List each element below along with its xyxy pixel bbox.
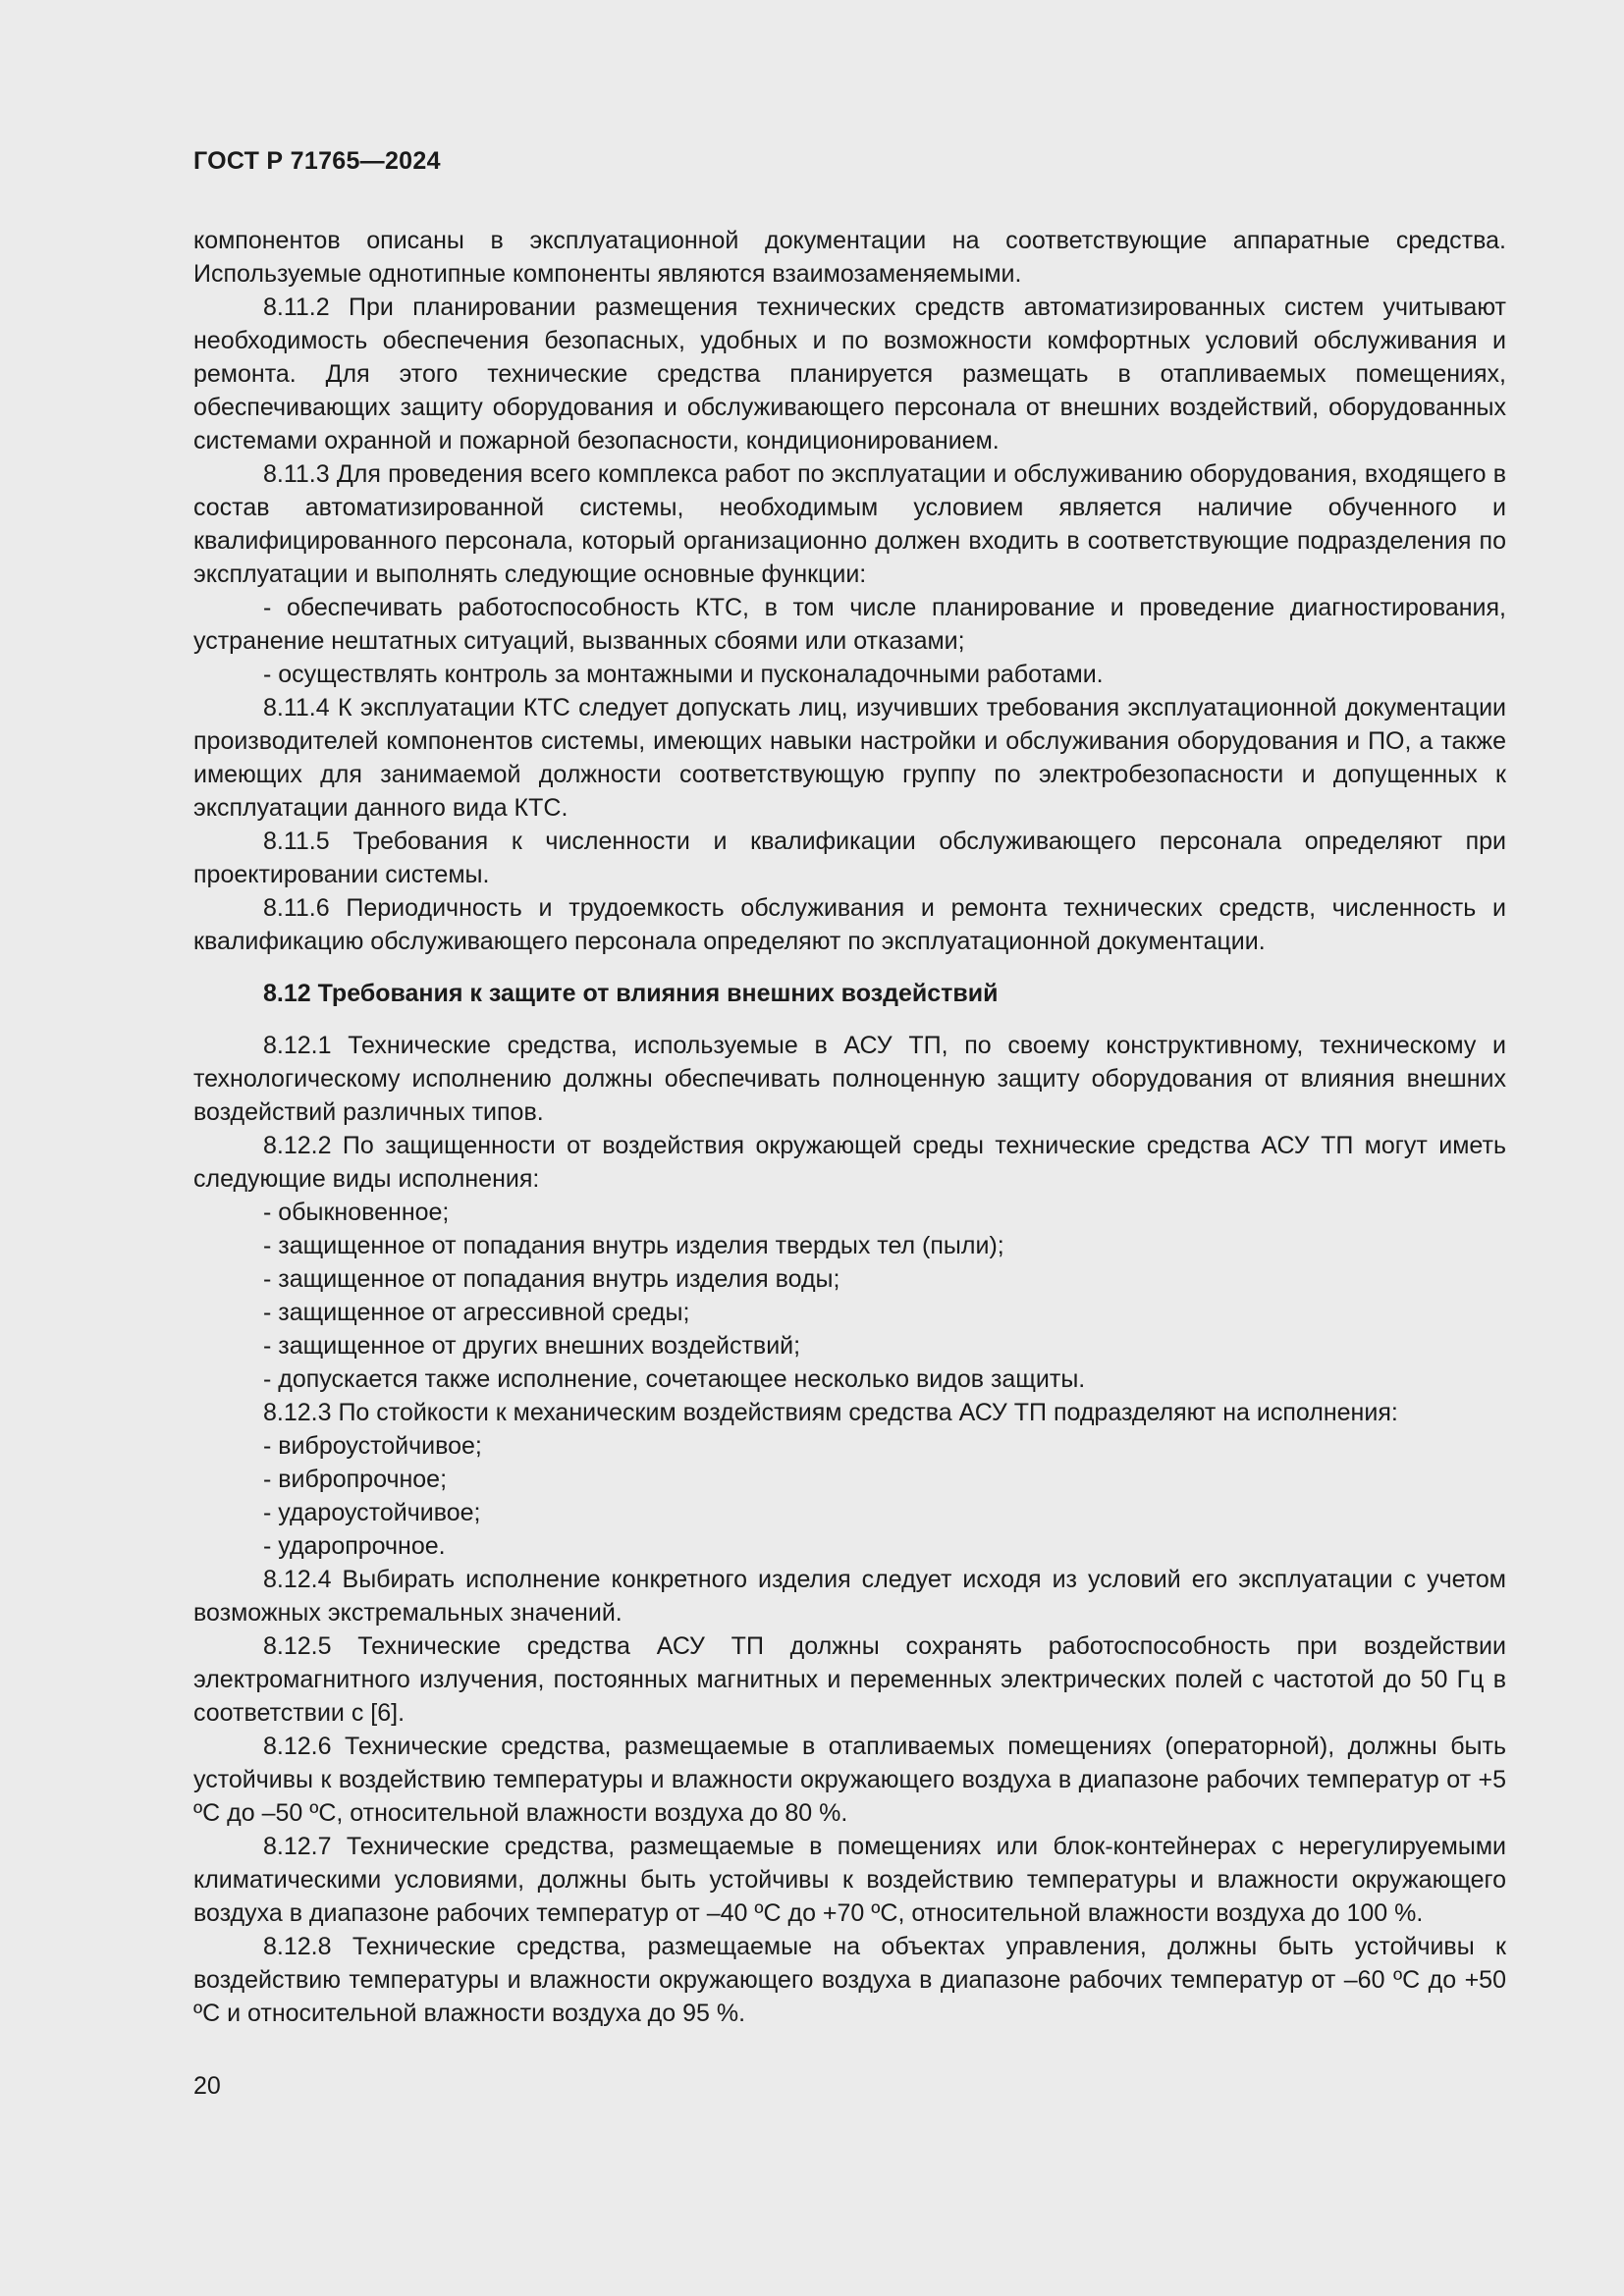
list-item-functions-2: - осуществлять контроль за монтажными и пусконаладочными работами. bbox=[263, 661, 1104, 688]
paragraph-continuation: компонентов описаны в эксплуатационной документации на соответствующие аппаратные средства. Используемые однотипные компоненты являются взаимозаменяемыми. bbox=[193, 227, 1506, 288]
document-code-header: ГОСТ Р 71765—2024 bbox=[193, 147, 441, 175]
list-item-protection: - защищенное от попадания внутрь изделия воды; bbox=[263, 1265, 840, 1293]
list-item-protection: - защищенное от попадания внутрь изделия твердых тел (пыли); bbox=[263, 1232, 1004, 1259]
list-item-protection: - защищенное от агрессивной среды; bbox=[263, 1299, 690, 1326]
paragraph-8-12-2: 8.12.2 По защищенности от воздействия окружающей среды технические средства АСУ ТП могут иметь следующие виды исполнения: bbox=[193, 1132, 1506, 1193]
list-item-mechanical: - виброустойчивое; bbox=[263, 1432, 482, 1460]
list-item-functions-1: - обеспечивать работоспособность КТС, в том числе планирование и проведение диагностирования, устранение нештатных ситуаций, вызванных сбоями или отказами; bbox=[193, 594, 1506, 655]
page-number: 20 bbox=[193, 2072, 221, 2100]
list-item-mechanical: - удароустойчивое; bbox=[263, 1499, 481, 1526]
paragraph-8-12-3: 8.12.3 По стойкости к механическим воздействиям средства АСУ ТП подразделяют на исполнения: bbox=[263, 1399, 1398, 1426]
paragraph-8-11-2: 8.11.2 При планировании размещения технических средств автоматизированных систем учитывают необходимость обеспечения безопасных, удобных и по возможности комфортных условий обслуживания и ремонта. Для этого технические средства планируется размещать в отапливаемых помещениях, обеспечивающих защиту оборудования и обслуживающего персонала от внешних воздействий, оборудованных системами охранной и пожарной безопасности, кондиционированием. bbox=[193, 294, 1506, 454]
paragraph-8-11-5: 8.11.5 Требования к численности и квалификации обслуживающего персонала определяют при проектировании системы. bbox=[193, 828, 1506, 888]
paragraph-8-11-4: 8.11.4 К эксплуатации КТС следует допускать лиц, изучивших требования эксплуатационной документации производителей компонентов системы, имеющих навыки настройки и обслуживания оборудования и ПО, а также имеющих для занимаемой должности соответствующую группу по электробезопасности и допущенных к эксплуатации данного вида КТС. bbox=[193, 694, 1506, 822]
paragraph-8-11-3: 8.11.3 Для проведения всего комплекса работ по эксплуатации и обслуживанию оборудования, входящего в состав автоматизированной системы, необходимым условием является наличие обученного и квалифицированного персонала, который организационно должен входить в соответствующие подразделения по эксплуатации и выполнять следующие основные функции: bbox=[193, 460, 1506, 588]
list-item-protection: - обыкновенное; bbox=[263, 1199, 450, 1226]
list-item-mechanical: - ударопрочное. bbox=[263, 1532, 446, 1560]
document-body bbox=[193, 224, 1506, 2030]
paragraph-8-11-6: 8.11.6 Периодичность и трудоемкость обслуживания и ремонта технических средств, численность и квалификацию обслуживающего персонала определяют по эксплуатационной документации. bbox=[193, 894, 1506, 955]
paragraph-8-12-5: 8.12.5 Технические средства АСУ ТП должны сохранять работоспособность при воздействии электромагнитного излучения, постоянных магнитных и переменных электрических полей с частотой до 50 Гц в соответствии с [6]. bbox=[193, 1632, 1506, 1727]
section-heading-8-12: 8.12 Требования к защите от влияния внешних воздействий bbox=[263, 980, 999, 1007]
paragraph-8-12-7: 8.12.7 Технические средства, размещаемые в помещениях или блок-контейнерах с нерегулируемыми климатическими условиями, должны быть устойчивы к воздействию температуры и влажности окружающего воздуха в диапазоне рабочих температур от –40 ºС до +70 ºС, относительной влажности воздуха до 100 %. bbox=[193, 1833, 1506, 1927]
paragraph-8-12-1: 8.12.1 Технические средства, используемые в АСУ ТП, по своему конструктивному, техническому и технологическому исполнению должны обеспечивать полноценную защиту оборудования от влияния внешних воздействий различных типов. bbox=[193, 1032, 1506, 1126]
paragraph-8-12-4: 8.12.4 Выбирать исполнение конкретного изделия следует исходя из условий его эксплуатации с учетом возможных экстремальных значений. bbox=[193, 1566, 1506, 1627]
list-item-mechanical: - вибропрочное; bbox=[263, 1466, 448, 1493]
list-item-protection: - допускается также исполнение, сочетающее несколько видов защиты. bbox=[263, 1365, 1086, 1393]
list-item-protection: - защищенное от других внешних воздействий; bbox=[263, 1332, 801, 1360]
paragraph-8-12-8: 8.12.8 Технические средства, размещаемые на объектах управления, должны быть устойчивы к воздействию температуры и влажности окружающего воздуха в диапазоне рабочих температур от –60 ºС до +50 ºС и относительной влажности воздуха до 95 %. bbox=[193, 1933, 1506, 2027]
paragraph-8-12-6: 8.12.6 Технические средства, размещаемые в отапливаемых помещениях (операторной), должны быть устойчивы к воздействию температуры и влажности окружающего воздуха в диапазоне рабочих температур от +5 ºС до –50 ºС, относительной влажности воздуха до 80 %. bbox=[193, 1733, 1506, 1827]
